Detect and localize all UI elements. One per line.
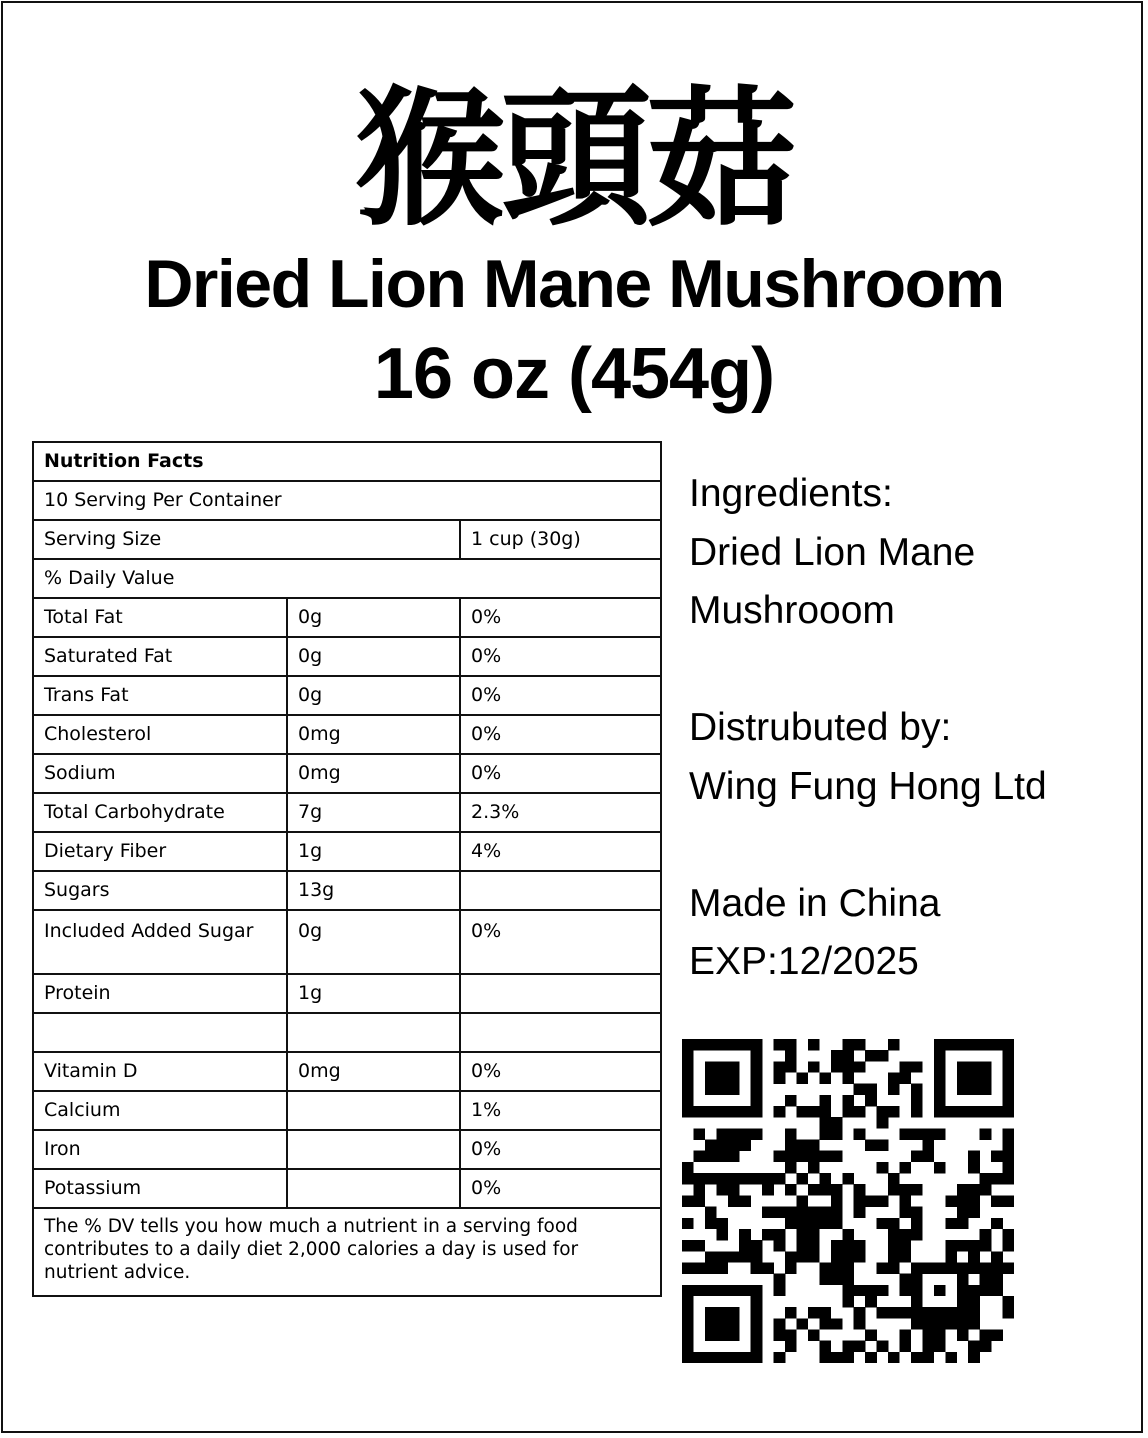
nutrient-amount: 13g [287, 871, 460, 910]
nutrient-name: Total Carbohydrate [33, 793, 287, 832]
expiry-date: EXP:12/2025 [689, 940, 919, 983]
serving-size-value: 1 cup (30g) [460, 520, 661, 559]
nutrient-row [33, 871, 661, 910]
nutrient-daily-value [460, 871, 661, 910]
country-of-origin: Made in China [689, 881, 941, 925]
nutrient-row [33, 1052, 661, 1091]
nutrient-row [33, 974, 661, 1013]
nutrient-row [33, 910, 661, 974]
nutrient-name [33, 1013, 287, 1052]
nutrient-daily-value: 0% [460, 910, 661, 974]
product-title-english: Dried Lion Mane Mushroom [144, 246, 1004, 322]
nutrient-daily-value: 0% [460, 676, 661, 715]
nutrient-name: Total Fat [33, 598, 287, 637]
daily-value-row [33, 559, 661, 598]
serving-size-label: Serving Size [33, 520, 460, 559]
nutrient-name: Sodium [33, 754, 287, 793]
nutrient-row [33, 637, 661, 676]
nutrient-name: Trans Fat [33, 676, 287, 715]
nutrient-amount: 0g [287, 637, 460, 676]
nutrient-amount: 0mg [287, 715, 460, 754]
serving-size-row [33, 520, 661, 559]
nutrient-name: Sugars [33, 871, 287, 910]
nutrient-amount: 7g [287, 793, 460, 832]
distributed-by-label: Distrubuted by: [689, 706, 952, 749]
product-info [689, 465, 1129, 992]
qr-code-icon [682, 1039, 1014, 1363]
nutrient-daily-value: 0% [460, 1130, 661, 1169]
nutrient-row [33, 1169, 661, 1208]
nutrition-heading-row [33, 442, 661, 481]
nutrient-daily-value: 2.3% [460, 793, 661, 832]
nutrient-daily-value [460, 974, 661, 1013]
nutrient-name: Included Added Sugar [33, 910, 287, 974]
nutrient-name: Potassium [33, 1169, 287, 1208]
nutrient-daily-value: 0% [460, 637, 661, 676]
nutrient-daily-value: 4% [460, 832, 661, 871]
nutrient-amount [287, 1091, 460, 1130]
nutrient-row [33, 676, 661, 715]
nutrient-amount [287, 1130, 460, 1169]
daily-value-label: % Daily Value [33, 559, 661, 598]
footnote-row [33, 1208, 661, 1296]
ingredients-line-1: Dried Lion Mane [689, 530, 976, 574]
nutrient-daily-value: 0% [460, 715, 661, 754]
nutrient-name: Dietary Fiber [33, 832, 287, 871]
nutrient-name: Iron [33, 1130, 287, 1169]
ingredients-label: Ingredients: [689, 472, 893, 515]
net-weight: 16 oz (454g) [373, 334, 775, 414]
nutrition-heading: Nutrition Facts [33, 442, 661, 481]
product-label [1, 1, 1143, 1433]
nutrient-daily-value: 0% [460, 754, 661, 793]
servings-per-container: 10 Serving Per Container [33, 481, 661, 520]
nutrient-name: Saturated Fat [33, 637, 287, 676]
nutrient-row [33, 1013, 661, 1052]
servings-row [33, 481, 661, 520]
nutrient-row [33, 598, 661, 637]
product-title-chinese: 猴頭菇 [354, 73, 793, 247]
nutrient-amount: 0g [287, 598, 460, 637]
nutrient-amount: 0mg [287, 1052, 460, 1091]
distributor-name: Wing Fung Hong Ltd [689, 764, 1047, 808]
nutrient-amount: 1g [287, 832, 460, 871]
nutrient-row [33, 832, 661, 871]
nutrient-row [33, 754, 661, 793]
nutrient-amount: 0g [287, 676, 460, 715]
nutrient-row [33, 793, 661, 832]
ingredients-line-2: Mushrooom [689, 589, 895, 632]
nutrition-footnote: The % DV tells you how much a nutrient in a serving food contributes to a daily diet 2,000 calories a day is used for nutrient advice. [33, 1208, 661, 1296]
nutrient-row [33, 715, 661, 754]
nutrient-amount [287, 1169, 460, 1208]
nutrient-amount [287, 1013, 460, 1052]
nutrient-row [33, 1130, 661, 1169]
nutrient-name: Cholesterol [33, 715, 287, 754]
spacer [689, 816, 1129, 875]
nutrient-row [33, 1091, 661, 1130]
nutrient-daily-value: 1% [460, 1091, 661, 1130]
nutrient-name: Calcium [33, 1091, 287, 1130]
nutrient-name: Vitamin D [33, 1052, 287, 1091]
nutrient-daily-value [460, 1013, 661, 1052]
nutrient-daily-value: 0% [460, 1169, 661, 1208]
nutrient-amount: 1g [287, 974, 460, 1013]
nutrient-amount: 0mg [287, 754, 460, 793]
nutrient-amount: 0g [287, 910, 460, 974]
nutrient-name: Protein [33, 974, 287, 1013]
nutrient-daily-value: 0% [460, 1052, 661, 1091]
nutrition-facts-table [32, 441, 662, 1297]
nutrient-daily-value: 0% [460, 598, 661, 637]
spacer [689, 641, 1129, 700]
